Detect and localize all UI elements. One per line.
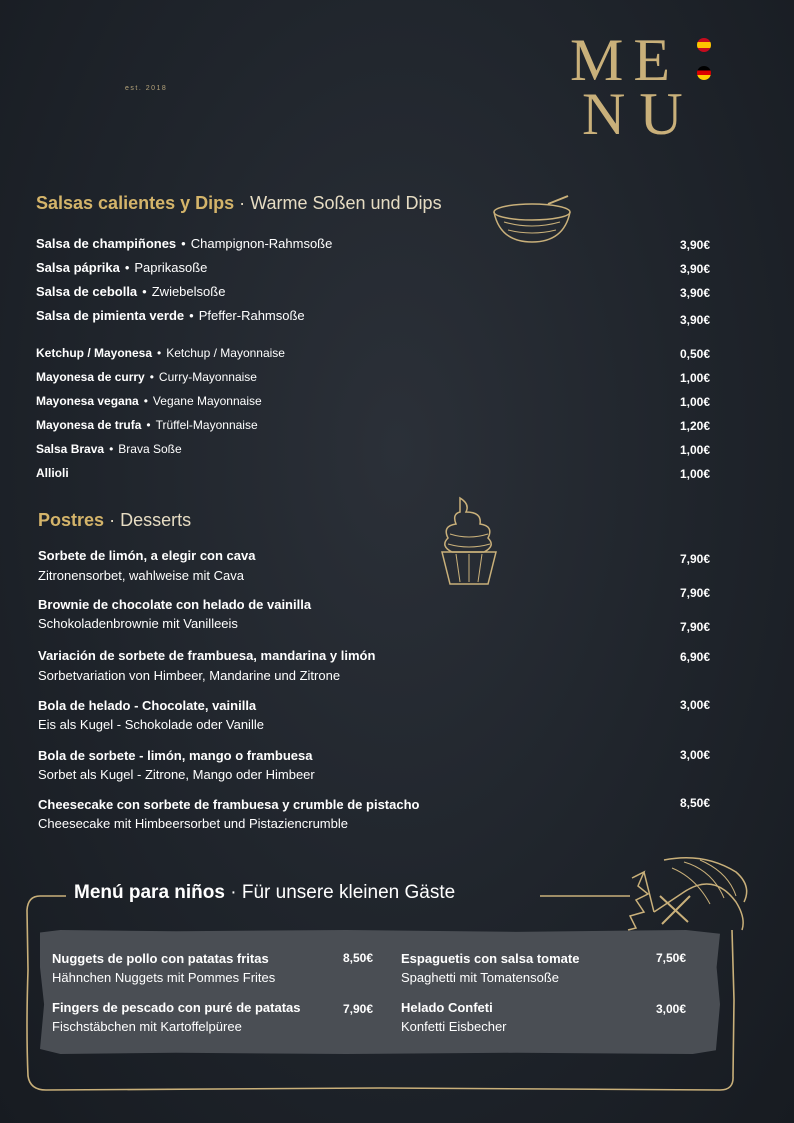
- item-price: 1,00€: [679, 371, 710, 385]
- kids-item-name: Helado Confeti: [401, 1000, 493, 1015]
- item-price: 3,00€: [679, 698, 710, 712]
- item-price: 8,50€: [679, 796, 710, 810]
- list-item: Bola de sorbete - limón, mango o frambuesa: [38, 748, 313, 763]
- kids-item-name: Espaguetis con salsa tomate: [401, 951, 580, 966]
- pasta-icon: [624, 852, 764, 936]
- list-item: Mayonesa vegana • Vegane Mayonnaise: [36, 394, 262, 408]
- spain-flag-icon: [697, 38, 711, 52]
- title-separator: ·: [109, 510, 116, 530]
- postres-title-es: Postres: [38, 510, 105, 530]
- item-price: 7,90€: [679, 620, 710, 634]
- kids-item-price: 3,00€: [656, 1002, 687, 1016]
- kids-item-price: 7,50€: [656, 951, 687, 965]
- list-item: Salsa Brava • Brava Soße: [36, 442, 182, 456]
- established-year: est. 2018: [125, 85, 168, 92]
- item-price: 7,90€: [679, 586, 710, 600]
- list-item: Salsa de champiñones • Champignon-Rahmsoße: [36, 236, 333, 251]
- item-price: 1,00€: [679, 395, 710, 409]
- logo-line-2: NU: [582, 81, 697, 147]
- list-item: Variación de sorbete de frambuesa, mandarina y limón: [38, 648, 376, 663]
- item-price: 3,00€: [679, 748, 710, 762]
- bowl-icon: [488, 194, 576, 246]
- germany-flag-icon: [697, 66, 711, 80]
- postres-title-de: Desserts: [120, 510, 192, 530]
- title-separator: ·: [230, 882, 237, 903]
- kids-item-description: Spaghetti mit Tomatensoße: [401, 970, 560, 985]
- item-price: 1,00€: [679, 443, 710, 457]
- list-item: Salsa de pimienta verde • Pfeffer-Rahmsoße: [36, 308, 305, 323]
- item-description: Sorbetvariation von Himbeer, Mandarine und Zitrone: [38, 668, 341, 683]
- list-item: Mayonesa de trufa • Trüffel-Mayonnaise: [36, 418, 258, 432]
- kids-item-name: Nuggets de pollo con patatas fritas: [52, 951, 269, 966]
- kids-item-description: Konfetti Eisbecher: [401, 1019, 507, 1034]
- list-item: Ketchup / Mayonesa • Ketchup / Mayonnaise: [36, 346, 285, 360]
- logo-line-1: ME: [570, 27, 680, 93]
- kids-item-description: Fischstäbchen mit Kartoffelpüree: [52, 1019, 242, 1034]
- kids-item-price: 7,90€: [343, 1002, 374, 1016]
- salsas-section-title: [36, 193, 442, 214]
- postres-section-title: [38, 510, 191, 531]
- item-description: Schokoladenbrownie mit Vanilleeis: [38, 616, 238, 631]
- item-description: Cheesecake mit Himbeersorbet und Pistaziencrumble: [38, 816, 348, 831]
- cupcake-icon: [436, 494, 502, 590]
- list-item: Sorbete de limón, a elegir con cava: [38, 548, 256, 563]
- item-description: Eis als Kugel - Schokolade oder Vanille: [38, 717, 264, 732]
- list-item: Bola de helado - Chocolate, vainilla: [38, 698, 257, 713]
- kids-item-description: Hähnchen Nuggets mit Pommes Frites: [52, 970, 276, 985]
- salsas-title-de: Warme Soßen und Dips: [250, 193, 442, 213]
- salsas-title-es: Salsas calientes y Dips: [36, 193, 235, 213]
- list-item: Allioli: [36, 466, 69, 480]
- item-description: Sorbet als Kugel - Zitrone, Mango oder Himbeer: [38, 767, 315, 782]
- list-item: Cheesecake con sorbete de frambuesa y crumble de pistacho: [38, 797, 420, 812]
- kids-item-name: Fingers de pescado con puré de patatas: [52, 1000, 301, 1015]
- list-item: Mayonesa de curry • Curry-Mayonnaise: [36, 370, 257, 384]
- list-item: Salsa páprika • Paprikasoße: [36, 260, 208, 275]
- title-separator: ·: [239, 193, 246, 213]
- kids-menu-box: [40, 930, 720, 1054]
- menu-logo: [570, 27, 720, 147]
- kids-title-de: Für unsere kleinen Gäste: [241, 882, 456, 903]
- item-price: 3,90€: [679, 238, 710, 252]
- item-price: 7,90€: [679, 552, 710, 566]
- item-description: Zitronensorbet, wahlweise mit Cava: [38, 568, 244, 583]
- list-item: Salsa de cebolla • Zwiebelsoße: [36, 284, 226, 299]
- item-price: 6,90€: [679, 650, 710, 664]
- kids-item-price: 8,50€: [343, 951, 374, 965]
- item-price: 3,90€: [679, 262, 710, 276]
- item-price: 1,00€: [679, 467, 710, 481]
- item-price: 3,90€: [679, 313, 710, 327]
- item-price: 0,50€: [679, 347, 710, 361]
- item-price: 3,90€: [679, 286, 710, 300]
- kids-title-es: Menú para niños: [74, 882, 225, 903]
- kids-section-title: [74, 882, 455, 904]
- item-price: 1,20€: [679, 419, 710, 433]
- list-item: Brownie de chocolate con helado de vainilla: [38, 597, 312, 612]
